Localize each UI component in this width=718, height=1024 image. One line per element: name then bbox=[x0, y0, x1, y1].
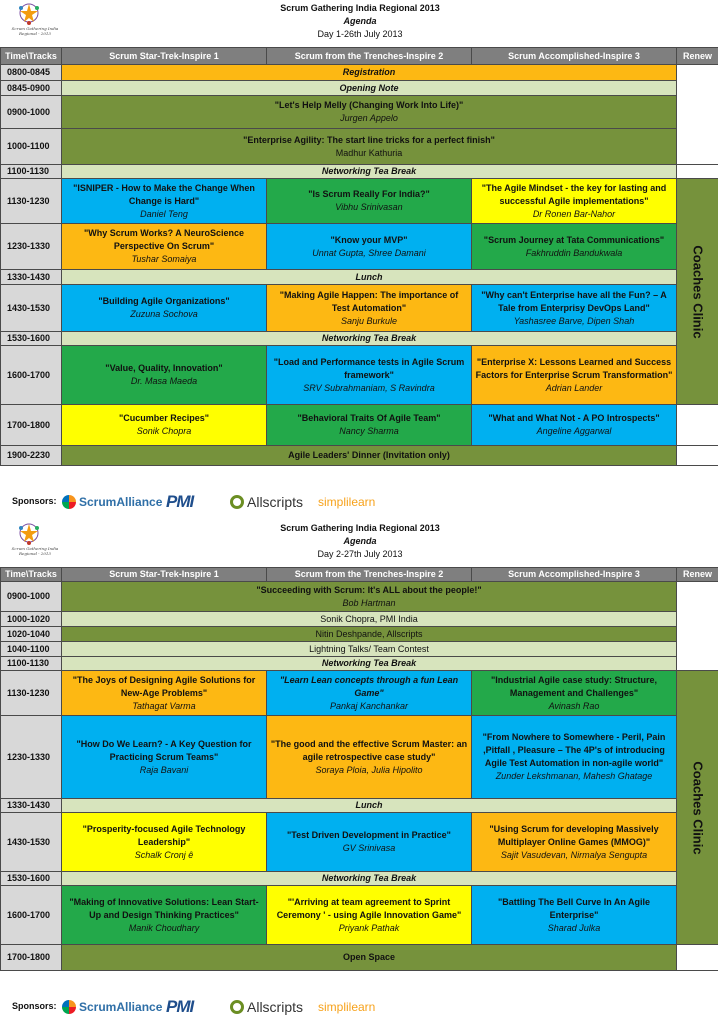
session-cell bbox=[267, 813, 472, 872]
session-title: "Why Scrum Works? A NeuroScience Perspective On Scrum" bbox=[84, 228, 244, 251]
session-cell bbox=[472, 224, 677, 270]
session-title: "Succeeding with Scrum: It's ALL about the people!" bbox=[256, 584, 482, 595]
col-header-renew: Renew bbox=[677, 568, 718, 582]
sponsors-label: Sponsors: bbox=[12, 496, 57, 506]
renew-cell bbox=[677, 65, 718, 165]
lunch-row: Lunch bbox=[62, 270, 677, 285]
session-speaker: SRV Subrahmaniam, S Ravindra bbox=[303, 382, 435, 393]
session-title: "Behavioral Traits Of Agile Team" bbox=[297, 413, 441, 423]
agenda-label: Agenda bbox=[343, 536, 377, 546]
session-cell bbox=[267, 886, 472, 945]
session-cell bbox=[472, 671, 677, 716]
col-header-renew: Renew bbox=[677, 48, 718, 65]
scrum-alliance-icon bbox=[62, 1000, 76, 1014]
day-label: Day 2-27th July 2013 bbox=[317, 549, 403, 559]
col-header-time: Time\Tracks bbox=[1, 568, 62, 582]
logo-text: Scrum Gathering India Regional - 2013 bbox=[11, 546, 59, 556]
session-speaker: Nancy Sharma bbox=[339, 426, 399, 436]
time-slot: 0800-0845 bbox=[1, 65, 62, 81]
session-speaker: Pankaj Kanchankar bbox=[329, 700, 409, 711]
star-logo-icon bbox=[14, 2, 44, 26]
time-slot: 1600-1700 bbox=[1, 886, 62, 945]
day2-header bbox=[0, 520, 718, 567]
coaches-clinic-cell bbox=[677, 179, 718, 405]
time-slot: 0900-1000 bbox=[1, 96, 62, 129]
tea-break-row: Networking Tea Break bbox=[62, 165, 677, 179]
tea-break-row: Networking Tea Break bbox=[62, 332, 677, 346]
session-speaker: Unnat Gupta, Shree Damani bbox=[312, 247, 426, 258]
time-slot: 1230-1330 bbox=[1, 224, 62, 270]
time-slot: 1040-1100 bbox=[1, 642, 62, 657]
pmi-logo: PMI bbox=[166, 997, 194, 1016]
session-cell bbox=[472, 179, 677, 224]
day1-schedule-table bbox=[0, 47, 718, 466]
session-cell bbox=[62, 224, 267, 270]
session-cell bbox=[62, 813, 267, 872]
session-speaker: Zunder Lekshmanan, Mahesh Ghatage bbox=[495, 771, 653, 781]
allscripts-icon bbox=[230, 1000, 244, 1014]
allscripts-text: Allscripts bbox=[247, 999, 304, 1015]
time-slot: 1900-2230 bbox=[1, 446, 62, 466]
session-title: "Making of Innovative Solutions: Lean Start-Up and Design Thinking Practices" bbox=[69, 896, 259, 920]
session-cell bbox=[267, 405, 472, 446]
time-slot: 1600-1700 bbox=[1, 346, 62, 405]
session-title: "Enterprise X: Lessons Learned and Success Factors for Enterprise Scrum Transformation" bbox=[475, 356, 673, 380]
session-title: "The Joys of Designing Agile Solutions for New-Age Problems" bbox=[72, 674, 256, 698]
star-logo-icon bbox=[14, 522, 44, 546]
session-speaker: Sharad Julka bbox=[547, 922, 601, 933]
session-speaker: Soraya Ploia, Julia Hipolito bbox=[315, 764, 423, 775]
session-title: "Scrum Journey at Tata Communications" bbox=[483, 234, 665, 245]
session-speaker: Avinash Rao bbox=[548, 700, 600, 711]
time-slot: 1330-1430 bbox=[1, 799, 62, 813]
session-title: "ISNIPER - How to Make the Change When Change is Hard" bbox=[73, 182, 255, 206]
session-cell bbox=[62, 285, 267, 332]
col-header-track1: Scrum Star-Trek-Inspire 1 bbox=[62, 568, 267, 582]
sponsors-bar bbox=[0, 487, 718, 515]
lunch-row: Lunch bbox=[62, 799, 677, 813]
session-speaker: Schalk Cronj ȇ bbox=[134, 849, 194, 860]
opening-note-row: Opening Note bbox=[62, 81, 677, 96]
col-header-track2: Scrum from the Trenches-Inspire 2 bbox=[267, 48, 472, 65]
renew-cell bbox=[677, 945, 718, 971]
event-logo bbox=[0, 520, 70, 564]
session-title: "Battling The Bell Curve In An Agile Enterprise" bbox=[497, 896, 651, 920]
day-label: Day 1-26th July 2013 bbox=[317, 29, 403, 39]
time-slot: 1700-1800 bbox=[1, 405, 62, 446]
time-slot: 1000-1100 bbox=[1, 129, 62, 165]
tea-break-row: Networking Tea Break bbox=[62, 872, 677, 886]
talk-row: Sonik Chopra, PMI India bbox=[62, 612, 677, 627]
session-cell bbox=[267, 285, 472, 332]
day2-title-block bbox=[140, 522, 580, 561]
logo-text: Scrum Gathering India Regional - 2013 bbox=[11, 26, 59, 36]
session-title: "Know your MVP" bbox=[330, 234, 408, 245]
renew-cell bbox=[677, 582, 718, 671]
tea-break-row: Networking Tea Break bbox=[62, 657, 677, 671]
scrum-alliance-icon bbox=[62, 495, 76, 509]
coaches-clinic-label: Coaches Clinic bbox=[690, 760, 705, 855]
keynote-session bbox=[62, 582, 677, 612]
session-speaker: Dr. Masa Maeda bbox=[130, 376, 198, 386]
coaches-clinic-cell bbox=[677, 671, 718, 945]
session-title: "Cucumber Recipes" bbox=[118, 413, 210, 423]
col-header-track3: Scrum Accomplished-Inspire 3 bbox=[472, 48, 677, 65]
scrum-alliance-text: ScrumAlliance bbox=[79, 1000, 163, 1014]
session-speaker: Madhur Kathuria bbox=[335, 147, 403, 158]
session-cell bbox=[62, 886, 267, 945]
time-slot: 1130-1230 bbox=[1, 671, 62, 716]
allscripts-logo bbox=[230, 491, 303, 513]
registration-row: Registration bbox=[62, 65, 677, 81]
simplilearn-logo: simplilearn bbox=[318, 495, 376, 509]
session-cell bbox=[267, 716, 472, 799]
session-speaker: Raja Bavani bbox=[139, 764, 189, 775]
session-speaker: Adrian Lander bbox=[545, 382, 603, 393]
open-space-row: Open Space bbox=[62, 945, 677, 971]
time-slot: 1430-1530 bbox=[1, 813, 62, 872]
session-title: "The Agile Mindset - the key for lasting and successful Agile implementations" bbox=[481, 182, 667, 206]
col-header-time: Time\Tracks bbox=[1, 48, 62, 65]
time-slot: 1330-1430 bbox=[1, 270, 62, 285]
session-speaker: Tushar Somaiya bbox=[131, 254, 197, 264]
dinner-row: Agile Leaders' Dinner (Invitation only) bbox=[62, 446, 677, 466]
time-slot: 1100-1130 bbox=[1, 165, 62, 179]
session-title: "Using Scrum for developing Massively Multiplayer Online Games (MMOG)" bbox=[489, 823, 659, 847]
session-speaker: Dr Ronen Bar-Nahor bbox=[532, 208, 616, 219]
day1-title-block bbox=[140, 2, 580, 41]
session-cell bbox=[472, 405, 677, 446]
session-title: "Test Driven Development in Practice" bbox=[287, 830, 451, 840]
sponsors-label: Sponsors: bbox=[12, 1001, 57, 1011]
time-slot: 1530-1600 bbox=[1, 332, 62, 346]
session-speaker: Angeline Aggarwal bbox=[536, 426, 612, 436]
session-speaker: Bob Hartman bbox=[342, 597, 396, 608]
page-title: Scrum Gathering India Regional 2013 bbox=[280, 3, 440, 13]
session-title: "Industrial Agile case study: Structure, Management and Challenges" bbox=[491, 674, 657, 698]
session-title: "Is Scrum Really For India?" bbox=[308, 189, 430, 199]
time-slot: 1000-1020 bbox=[1, 612, 62, 627]
session-title: "From Nowhere to Somewhere - Peril, Pain ,Pitfall , Pleasure – The 4P's of introducing Agile Test Automation in non-agile world" bbox=[482, 732, 666, 768]
session-cell bbox=[267, 346, 472, 405]
session-speaker: Zuzuna Sochova bbox=[130, 309, 198, 319]
session-speaker: Sajit Vasudevan, Nirmalya Sengupta bbox=[500, 849, 648, 860]
session-cell bbox=[62, 405, 267, 446]
session-cell bbox=[472, 813, 677, 872]
agenda-label: Agenda bbox=[343, 16, 377, 26]
session-title: "Let's Help Melly (Changing Work Into Life)" bbox=[274, 100, 464, 110]
session-cell bbox=[472, 285, 677, 332]
session-cell bbox=[267, 671, 472, 716]
allscripts-icon bbox=[230, 495, 244, 509]
scrum-alliance-text: ScrumAlliance bbox=[79, 495, 163, 509]
session-speaker: GV Srinivasa bbox=[342, 843, 396, 853]
session-speaker: Vibhu Srinivasan bbox=[335, 202, 403, 212]
session-speaker: Yashasree Barve, Dipen Shah bbox=[513, 315, 635, 326]
lightning-talks-row: Lightning Talks/ Team Contest bbox=[62, 642, 677, 657]
time-slot: 1430-1530 bbox=[1, 285, 62, 332]
time-slot: 1530-1600 bbox=[1, 872, 62, 886]
session-speaker: Fakhruddin Bandukwala bbox=[525, 247, 623, 258]
day1-header bbox=[0, 0, 718, 43]
session-speaker: Sanju Burkule bbox=[340, 315, 398, 326]
event-logo bbox=[0, 0, 70, 44]
session-cell bbox=[62, 346, 267, 405]
session-cell bbox=[472, 346, 677, 405]
session-cell bbox=[62, 716, 267, 799]
session-title: "Value, Quality, Innovation" bbox=[105, 363, 223, 373]
time-slot: 0845-0900 bbox=[1, 81, 62, 96]
pmi-logo: PMI bbox=[166, 492, 194, 511]
allscripts-logo bbox=[230, 996, 303, 1018]
time-slot: 1130-1230 bbox=[1, 179, 62, 224]
allscripts-text: Allscripts bbox=[247, 494, 304, 510]
session-cell bbox=[62, 671, 267, 716]
session-cell bbox=[62, 179, 267, 224]
session-speaker: Sonik Chopra bbox=[136, 426, 192, 436]
sponsors-bar bbox=[0, 992, 718, 1020]
session-speaker: Tathagat Varma bbox=[132, 700, 196, 711]
session-title: "Making Agile Happen: The importance of Test Automation" bbox=[279, 289, 459, 313]
session-cell bbox=[472, 886, 677, 945]
session-title: "Building Agile Organizations" bbox=[98, 296, 230, 306]
coaches-clinic-label: Coaches Clinic bbox=[690, 244, 705, 339]
session-title: "'Arriving at team agreement to Sprint Ceremony ' - using Agile Innovation Game" bbox=[276, 896, 462, 920]
keynote-session bbox=[62, 96, 677, 129]
session-title: "Why can't Enterprise have all the Fun? – A Tale from Enterprisy DevOps Land" bbox=[481, 289, 667, 313]
col-header-track1: Scrum Star-Trek-Inspire 1 bbox=[62, 48, 267, 65]
session-cell bbox=[267, 224, 472, 270]
session-speaker: Manik Choudhary bbox=[128, 922, 200, 933]
session-speaker: Jurgen Appelo bbox=[340, 113, 398, 123]
time-slot: 0900-1000 bbox=[1, 582, 62, 612]
session-cell bbox=[267, 179, 472, 224]
session-speaker: Daniel Teng bbox=[140, 208, 188, 219]
session-title: "How Do We Learn? - A Key Question for Practicing Scrum Teams" bbox=[76, 738, 252, 762]
session-cell bbox=[472, 716, 677, 799]
session-title: "Prosperity-focused Agile Technology Leadership" bbox=[82, 823, 246, 847]
renew-cell bbox=[677, 165, 718, 179]
renew-cell bbox=[677, 405, 718, 446]
keynote-session bbox=[62, 129, 677, 165]
time-slot: 1020-1040 bbox=[1, 627, 62, 642]
session-title: "What and What Not - A PO Introspects" bbox=[488, 413, 660, 423]
col-header-track2: Scrum from the Trenches-Inspire 2 bbox=[267, 568, 472, 582]
col-header-track3: Scrum Accomplished-Inspire 3 bbox=[472, 568, 677, 582]
scrum-alliance-logo bbox=[62, 491, 162, 513]
time-slot: 1100-1130 bbox=[1, 657, 62, 671]
talk-row: Nitin Deshpande, Allscripts bbox=[62, 627, 677, 642]
session-title: "The good and the effective Scrum Master: an agile retrospective case study" bbox=[270, 738, 468, 762]
time-slot: 1230-1330 bbox=[1, 716, 62, 799]
session-title: "Load and Performance tests in Agile Scrum framework" bbox=[273, 356, 465, 380]
session-title: "Learn Lean concepts through a fun Lean Game" bbox=[279, 674, 459, 698]
time-slot: 1700-1800 bbox=[1, 945, 62, 971]
scrum-alliance-logo bbox=[62, 996, 162, 1018]
page-title: Scrum Gathering India Regional 2013 bbox=[280, 523, 440, 533]
renew-cell bbox=[677, 446, 718, 466]
session-speaker: Priyank Pathak bbox=[338, 922, 400, 933]
session-title: "Enterprise Agility: The start line tricks for a perfect finish" bbox=[243, 134, 495, 145]
simplilearn-logo: simplilearn bbox=[318, 1000, 376, 1014]
day2-schedule-table bbox=[0, 567, 718, 971]
